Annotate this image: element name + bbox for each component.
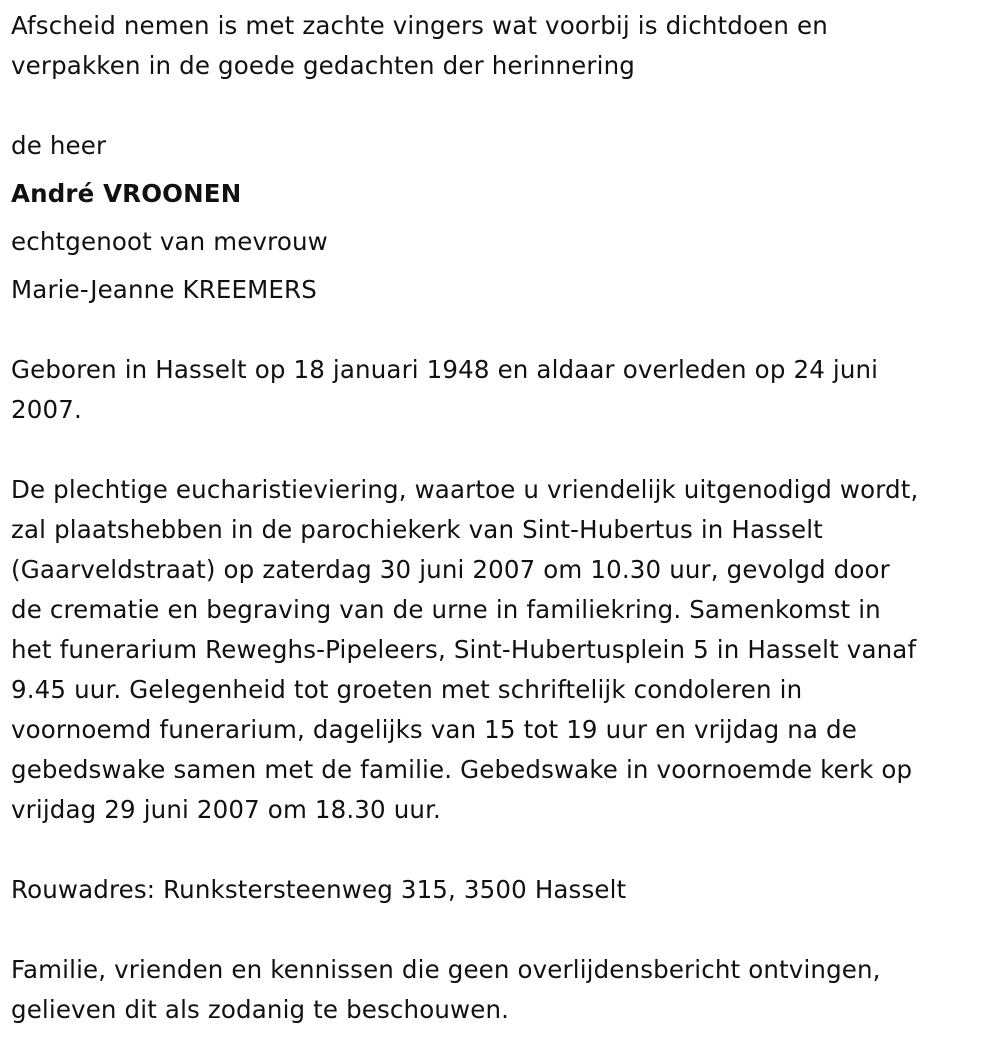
closing-line-2: gelieven dit als zodanig te beschouwen. [11,995,510,1024]
birth-death-line-1: Geboren in Hasselt op 18 januari 1948 en aldaar overleden op 24 juni [11,355,879,384]
motto-line-2: verpakken in de goede gedachten der herinnering [11,51,635,80]
motto-paragraph [11,6,988,86]
address-paragraph [11,870,988,910]
closing-line-1: Familie, vrienden en kennissen die geen overlijdensbericht ontvingen, [11,955,881,984]
deceased-name: André VROONEN [11,179,242,208]
mourning-address: Rouwadres: Runkstersteenweg 315, 3500 Hasselt [11,875,627,904]
name-block [11,126,988,310]
ceremony-line-9: vrijdag 29 juni 2007 om 18.30 uur. [11,795,441,824]
ceremony-line-2: zal plaatshebben in de parochiekerk van Sint-Hubertus in Hasselt [11,515,823,544]
spouse-name: Marie-Jeanne KREEMERS [11,275,317,304]
closing-paragraph [11,950,988,1030]
birth-death-paragraph [11,350,988,430]
ceremony-line-4: de crematie en begraving van de urne in familiekring. Samenkomst in [11,595,881,624]
ceremony-paragraph [11,470,988,830]
ceremony-line-7: voornoemd funerarium, dagelijks van 15 tot 19 uur en vrijdag na de [11,715,857,744]
ceremony-line-6: 9.45 uur. Gelegenheid tot groeten met schriftelijk condoleren in [11,675,803,704]
relation-text: echtgenoot van mevrouw [11,227,328,256]
ceremony-line-5: het funerarium Reweghs-Pipeleers, Sint-Hubertusplein 5 in Hasselt vanaf [11,635,917,664]
title-prefix: de heer [11,131,107,160]
birth-death-line-2: 2007. [11,395,82,424]
ceremony-line-3: (Gaarveldstraat) op zaterdag 30 juni 2007 om 10.30 uur, gevolgd door [11,555,890,584]
ceremony-line-1: De plechtige eucharistieviering, waartoe u vriendelijk uitgenodigd wordt, [11,475,919,504]
ceremony-line-8: gebedswake samen met de familie. Gebedswake in voornoemde kerk op [11,755,913,784]
motto-line-1: Afscheid nemen is met zachte vingers wat voorbij is dichtdoen en [11,11,828,40]
